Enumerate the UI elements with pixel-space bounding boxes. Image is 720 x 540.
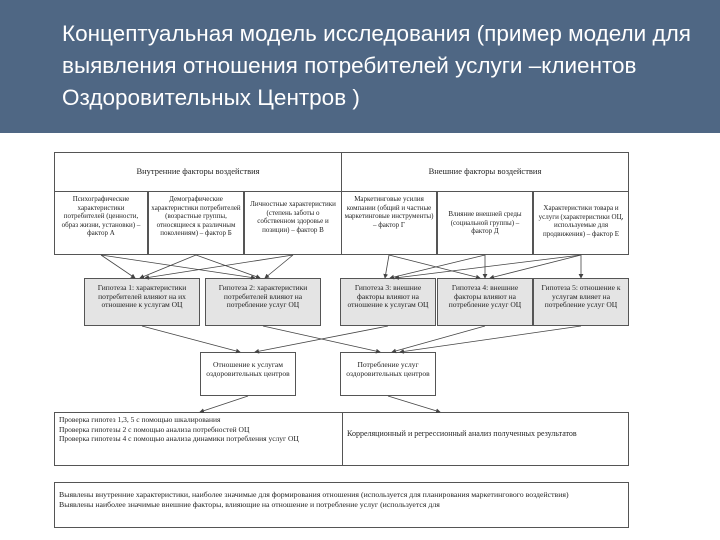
methods-right-box: Корреляционный и регрессионный анализ полученных результатов [342,412,629,466]
factor-box-a: Психографические характеристики потребителей (ценности, образ жизни, установки) – фактор А [54,191,148,255]
factor-box-d: Маркетинговые усилия компании (общий и частные маркетинговые инструменты) – фактор Г [341,191,437,255]
method-line-2: Проверка гипотезы 2 с помощью анализа потребностей ОЦ [59,424,250,434]
method-line-1: Проверка гипотез 1,3, 5 с помощью шкалирования [59,415,221,424]
factor-box-e: Влияние внешней среды (социальной группы) – фактор Д [437,191,533,255]
result-line-2: Выявлены наиболее значимые внешние факторы, влияющие на отношение и потребление услуг (используется для [59,500,440,509]
method-line-3: Проверка гипотезы 4 с помощью анализа динамики потребления услуг ОЦ [59,434,299,443]
result-line-1: Выявлены внутренние характеристики, наиболее значимые для формирования отношения (используется для планирования маркетингового воздействия) [59,490,569,499]
outcome-attitude: Отношение к услугам оздоровительных центров [200,352,296,396]
internal-factors-header: Внутренние факторы воздействия [54,152,342,192]
factor-box-f: Характеристики товара и услуги (характеристики ОЦ, используемые для продвижения) – фактор Е [533,191,629,255]
hypothesis-3: Гипотеза 3: внешние факторы влияют на отношение к услугам ОЦ [340,278,436,326]
slide-title: Концептуальная модель исследования (пример модели для выявления отношения потребителей услуги –клиентов Оздоровительных Центров ) [62,21,691,110]
hypothesis-2: Гипотеза 2: характеристики потребителей влияют на потребление услуг ОЦ [205,278,321,326]
hypothesis-5: Гипотеза 5: отношение к услугам влияет на потребление услуг ОЦ [533,278,629,326]
factor-box-c: Личностные характеристики (степень заботы о собственном здоровье и позиции) – фактор В [244,191,342,255]
external-factors-header: Внешние факторы воздействия [341,152,629,192]
outcome-consumption: Потребление услуг оздоровительных центров [340,352,436,396]
factor-box-b: Демографические характеристики потребителей (возрастные группы, относящиеся к различным поколениям) – фактор Б [148,191,244,255]
hypothesis-4: Гипотеза 4: внешние факторы влияют на потребление услуг ОЦ [437,278,533,326]
hypothesis-1: Гипотеза 1: характеристики потребителей влияют на их отношение к услугам ОЦ [84,278,200,326]
